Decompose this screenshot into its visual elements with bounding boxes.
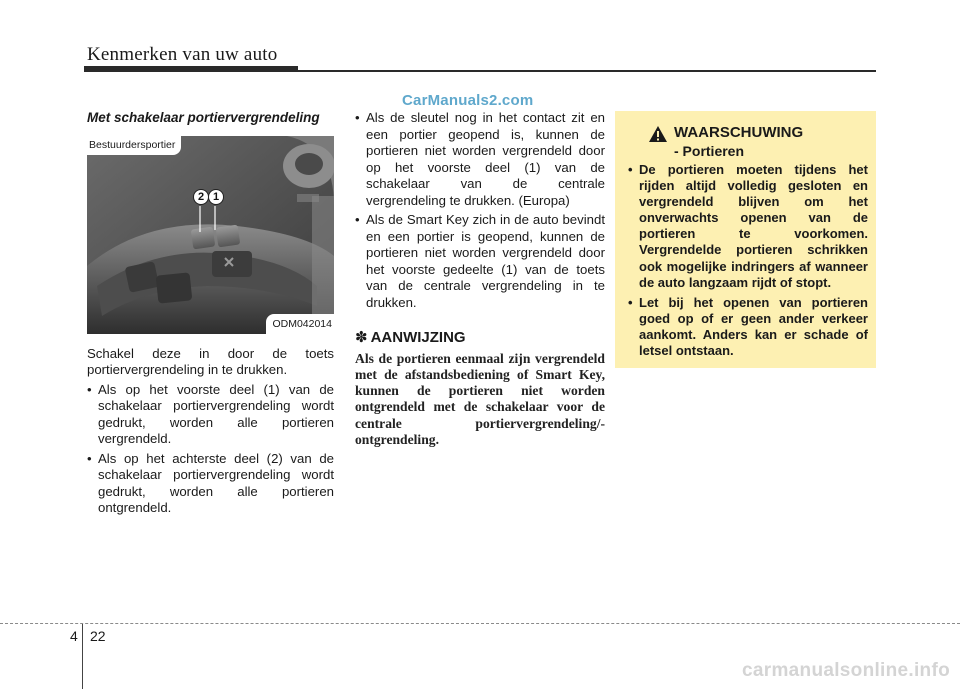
list-item: • Als op het voorste deel (1) van de schakelaar portiervergrendeling wordt gedrukt, worden alle portieren vergrendeld.	[87, 381, 334, 446]
callout-2: 2	[193, 189, 209, 205]
note-heading-label: AANWIJZING	[370, 329, 466, 346]
watermark-top: CarManuals2.com	[402, 92, 534, 109]
chapter-number: 4	[70, 628, 78, 644]
section-title: Kenmerken van uw auto	[87, 44, 278, 65]
list-item: • De portieren moeten tijdens het rijden altijd volledig gesloten en vergrendeld blijven om het onverwachts openen van de portieren te voorkomen. Vergrendelde portieren schrikken ook mogelijke indringers af wanneer de auto langzaam rijdt of stopt.	[628, 162, 868, 290]
header-rule	[298, 70, 876, 72]
warning-triangle-icon	[648, 125, 668, 143]
list-item: • Let bij het openen van portieren goed op of er geen ander verkeer aankomt. Anders kan er schade of letsel ontstaan.	[628, 294, 868, 359]
door-switch-figure	[87, 136, 334, 334]
header-bar	[84, 66, 298, 72]
middle-column	[355, 110, 605, 448]
left-bullet-list	[87, 382, 334, 517]
figure-code: ODM042014	[266, 314, 334, 334]
warning-bullet-list	[628, 162, 868, 359]
list-item: • Als de sleutel nog in het contact zit en een portier geopend is, kunnen de portieren niet worden vergrendeld door op het voorste deel (1) van de schakelaar van de centrale vergrendeling te drukken. (Europa)	[355, 110, 605, 208]
page-number: 22	[90, 628, 106, 644]
warning-box	[615, 111, 876, 368]
note-heading	[355, 330, 605, 347]
subsection-heading: Met schakelaar portiervergrendeling	[87, 110, 320, 125]
list-item: • Als de Smart Key zich in de auto bevindt en een portier is geopend, kunnen de portieren niet worden vergrendeld door het voorste gedeelte (1) van de toets van de centrale vergrendeling in te drukken.	[355, 212, 605, 310]
warning-header	[628, 124, 868, 143]
warning-title: WAARSCHUWING	[674, 124, 804, 141]
intro-paragraph: Schakel deze in door de toets portiervergrendeling in te drukken.	[87, 345, 334, 377]
page-number-divider	[82, 624, 83, 689]
figure-label: Bestuurdersportier	[87, 136, 181, 156]
note-text: Als de portieren eenmaal zijn vergrendeld met de afstandsbediening of Smart Key, kunnen de portieren niet worden ontgrendeld met de schakelaar voor de centrale portiervergrendeling/-ontgrendeling.	[355, 350, 605, 447]
warning-subtitle: - Portieren	[674, 143, 745, 159]
door-panel-illustration	[87, 136, 334, 334]
watermark-bottom: carmanualsonline.info	[742, 660, 950, 681]
left-column	[87, 110, 334, 520]
note-star-icon: ✽	[355, 329, 368, 346]
footer-rule	[0, 623, 960, 624]
list-item: • Als op het achterste deel (2) van de schakelaar portiervergrendeling wordt gedrukt, worden alle portieren ontgrendeld.	[87, 450, 334, 515]
middle-bullet-list	[355, 110, 605, 311]
callout-1: 1	[208, 189, 224, 205]
